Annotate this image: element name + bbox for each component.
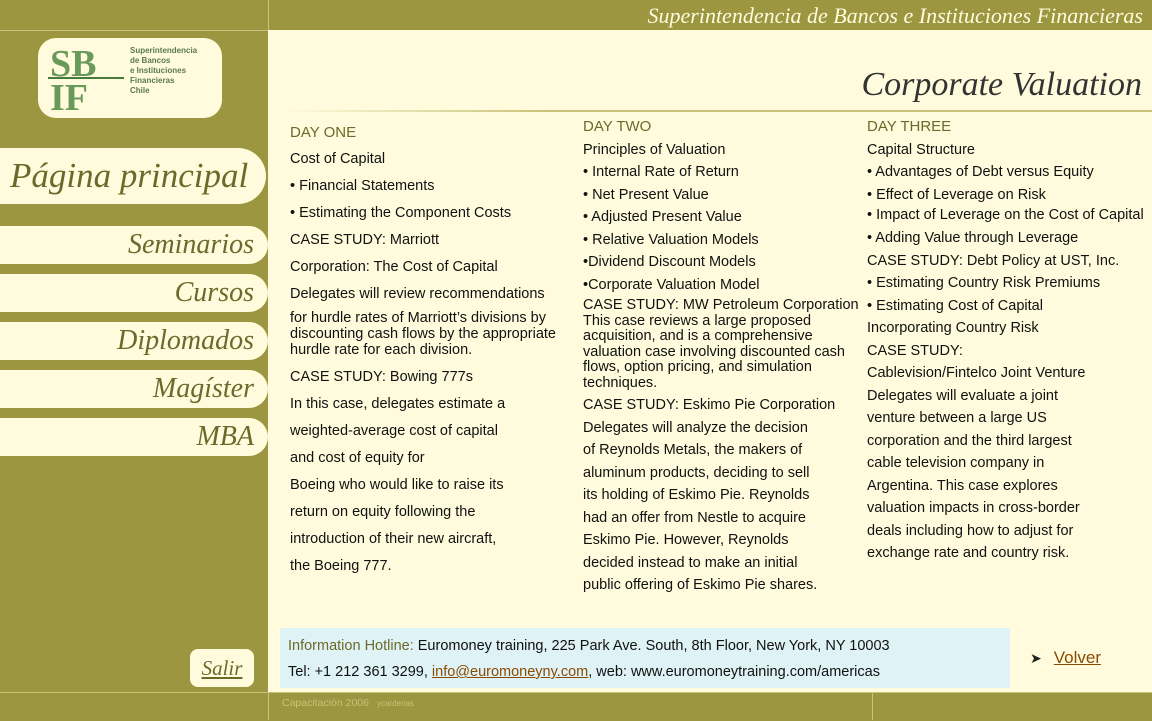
day-one-line: In this case, delegates estimate a [290, 396, 506, 412]
back-link[interactable] [1030, 648, 1101, 668]
day-three-line: • Advantages of Debt versus Equity [867, 164, 1094, 180]
day-two-heading: DAY TWO [583, 118, 652, 135]
day-one-line: return on equity following the [290, 504, 476, 520]
day-three-line: CASE STUDY: [867, 342, 963, 359]
page-title: Corporate Valuation [861, 66, 1142, 103]
day-one-line: introduction of their new aircraft, [290, 531, 497, 547]
day-two-line: •Corporate Valuation Model [583, 276, 760, 293]
day-two-line: CASE STUDY: Eskimo Pie Corporation [583, 397, 836, 413]
day-two-line: Eskimo Pie. However, Reynolds [583, 532, 789, 548]
day-two-line: • Net Present Value [583, 186, 709, 203]
day-one-line: Boeing who would like to raise its [290, 477, 504, 493]
hotline-label: Information Hotline: [288, 638, 414, 654]
day-one-line: the Boeing 777. [290, 558, 392, 574]
hotline-tel: Tel: +1 212 361 3299, [288, 664, 432, 680]
day-one-line: Cost of Capital [290, 151, 386, 167]
logo-text-line: Superintendencia [130, 46, 198, 55]
day-three-line: • Impact of Leverage on the Cost of Capital [867, 207, 1144, 223]
back-link-label: Volver [1053, 648, 1101, 667]
bottom-divider [872, 692, 873, 720]
day-three-line: corporation and the third largest [867, 432, 1072, 449]
day-two-line: aluminum products, deciding to sell [583, 464, 810, 481]
day-one-heading: DAY ONE [290, 124, 357, 141]
day-one-line: and cost of equity for [290, 450, 425, 466]
sbif-logo[interactable] [38, 38, 222, 118]
nav-seminarios[interactable]: Seminarios [0, 226, 268, 264]
day-one-line: • Estimating the Component Costs [290, 205, 512, 221]
day-one-line: CASE STUDY: Marriott [290, 232, 440, 248]
footer-author: ycardenas [376, 699, 414, 708]
day-two-line: decided instead to make an initial [583, 554, 798, 571]
day-three-line: venture between a large US [867, 410, 1047, 426]
day-two-line: • Internal Rate of Return [583, 164, 739, 180]
bottom-divider [268, 692, 269, 720]
bottom-bar [0, 692, 1152, 721]
day-three-column [867, 116, 1152, 565]
hotline-address: Euromoney training, 225 Park Ave. South, 8th Floor, New York, NY 10003 [413, 638, 890, 654]
day-three-line: Incorporating Country Risk [867, 320, 1039, 336]
day-three-line: CASE STUDY: Debt Policy at UST, Inc. [867, 252, 1120, 269]
day-three-line: Cablevision/Fintelco Joint Venture [867, 365, 1086, 381]
sbif-logo-mark [46, 42, 126, 114]
arrow-right-icon: ➤ [1030, 650, 1042, 666]
logo-text-line: Financieras [130, 76, 175, 85]
top-bar [268, 0, 1152, 30]
org-name: Superintendencia de Bancos e Instituciones Financieras [647, 3, 1143, 28]
logo-letters-bottom: IF [50, 77, 88, 114]
day-two-column [583, 116, 861, 597]
footer-title: Capacitación 2006 [282, 697, 369, 709]
day-one-line: CASE STUDY: Bowing 777s [290, 369, 473, 385]
day-one-line: Corporation: The Cost of Capital [290, 259, 498, 275]
day-three-line: Capital Structure [867, 141, 975, 158]
footer-text [282, 697, 414, 709]
day-three-line: deals including how to adjust for [867, 522, 1074, 539]
nav-mba[interactable]: MBA [0, 418, 268, 456]
day-one-line: • Financial Statements [290, 178, 435, 194]
nav-home[interactable]: Página principal [0, 148, 266, 204]
day-one-line: weighted-average cost of capital [290, 423, 498, 439]
day-two-line: •Dividend Discount Models [583, 254, 756, 270]
day-three-line: • Effect of Leverage on Risk [867, 186, 1046, 203]
day-two-line: • Adjusted Present Value [583, 209, 742, 225]
information-hotline [280, 628, 1010, 688]
day-one-line: for hurdle rates of Marriott’s divisions by discounting cash flows by the appropriate hurdle rate for each division. [290, 310, 556, 358]
day-three-line: Argentina. This case explores [867, 477, 1058, 494]
logo-text-line: e Instituciones [130, 66, 187, 75]
day-two-line: its holding of Eskimo Pie. Reynolds [583, 487, 810, 503]
logo-text-line: Chile [130, 86, 150, 95]
day-three-heading: DAY THREE [867, 118, 952, 135]
day-two-line: CASE STUDY: MW Petroleum Corporation This case reviews a large proposed acquisition, and is a comprehensive valuation case involving discounted cash flows, option pricing, and simulation techniques. [583, 297, 859, 391]
day-three-line: Delegates will evaluate a joint [867, 387, 1059, 404]
nav-magister[interactable]: Magíster [0, 370, 268, 408]
day-two-line: Principles of Valuation [583, 141, 726, 158]
sidebar-top-strip [0, 0, 268, 31]
hotline-line-1 [288, 633, 1010, 659]
day-two-line: Delegates will analyze the decision [583, 419, 808, 436]
day-two-line: public offering of Eskimo Pie shares. [583, 577, 818, 593]
day-three-line: valuation impacts in cross-border [867, 500, 1080, 516]
hotline-web: , web: www.euromoneytraining.com/americas [588, 664, 880, 680]
day-one-column [290, 119, 580, 580]
logo-text [130, 46, 220, 96]
day-three-line: cable television company in [867, 455, 1045, 471]
day-two-line: • Relative Valuation Models [583, 231, 759, 248]
logo-letters-top: SB [50, 43, 97, 85]
nav-cursos[interactable]: Cursos [0, 274, 268, 312]
day-two-line: of Reynolds Metals, the makers of [583, 442, 803, 458]
day-three-line: exchange rate and country risk. [867, 545, 1070, 561]
exit-button[interactable]: Salir [190, 649, 254, 687]
day-three-line: • Adding Value through Leverage [867, 230, 1079, 246]
hotline-email-link[interactable]: info@euromoneyny.com [431, 664, 589, 680]
title-divider [284, 110, 1152, 112]
day-three-line: • Estimating Country Risk Premiums [867, 275, 1101, 291]
day-one-line: Delegates will review recommendations [290, 286, 545, 302]
logo-text-line: de Bancos [130, 56, 171, 65]
nav-diplomados[interactable]: Diplomados [0, 322, 268, 360]
day-three-line: • Estimating Cost of Capital [867, 297, 1043, 314]
hotline-line-2 [288, 659, 1010, 685]
day-two-line: had an offer from Nestle to acquire [583, 509, 806, 526]
